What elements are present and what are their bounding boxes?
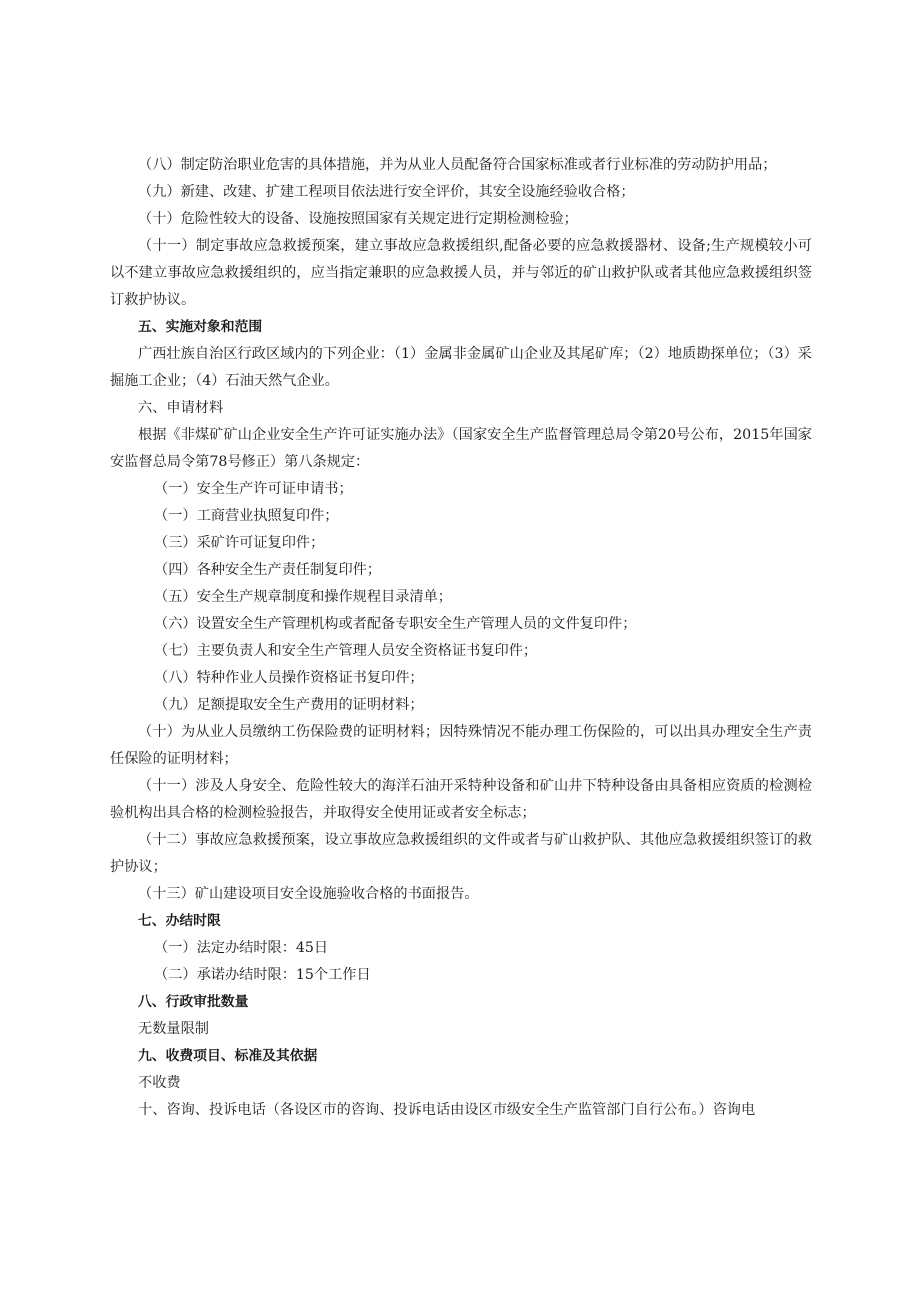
list-item: （九）足额提取安全生产费用的证明材料； [154, 697, 424, 713]
section-heading: 八、行政审批数量 [138, 994, 249, 1010]
section-heading: 六、申请材料 [138, 400, 224, 416]
list-item: （十三）矿山建设项目安全设施验收合格的书面报告。 [138, 886, 479, 902]
section-heading: 七、办结时限 [138, 913, 221, 929]
list-item: （八）特种作业人员操作资格证书复印件； [154, 670, 424, 686]
section-heading: 十、咨询、投诉电话（各设区市的咨询、投诉电话由设区市级安全生产监管部门自行公布。）咨询电 [138, 1102, 756, 1118]
paragraph: 不收费 [138, 1075, 181, 1091]
list-item: （十）为从业人员缴纳工伤保险费的证明材料；因特殊情况不能办理工伤保险的，可以出具办理安全生产责任保险的证明材料； [110, 724, 812, 767]
section-heading: 九、收费项目、标准及其依据 [138, 1048, 318, 1064]
paragraph: 广西壮族自治区行政区域内的下列企业：（1）金属非金属矿山企业及其尾矿库；（2）地质勘探单位；（3）采掘施工企业；（4）石油天然气企业。 [110, 346, 812, 389]
document-body [110, 152, 812, 1124]
list-item: （一）工商营业执照复印件； [154, 508, 339, 524]
paragraph: 无数量限制 [138, 1021, 209, 1037]
list-item: （十二）事故应急救援预案，设立事故应急救援组织的文件或者与矿山救护队、其他应急救援组织签订的救护协议； [110, 832, 812, 875]
list-item: （五）安全生产规章制度和操作规程目录清单； [154, 589, 452, 605]
list-item: （四）各种安全生产责任制复印件； [154, 562, 382, 578]
list-item: （一）安全生产许可证申请书； [154, 481, 353, 497]
section-heading: 五、实施对象和范围 [138, 319, 263, 335]
paragraph: 根据《非煤矿矿山企业安全生产许可证实施办法》（国家安全生产监督管理总局令第20号公布，2015年国家安监督总局令第78号修正）第八条规定： [110, 427, 812, 470]
list-item: （一）法定办结时限：45日 [154, 940, 329, 956]
list-item: （三）采矿许可证复印件； [154, 535, 325, 551]
paragraph: （十一）制定事故应急救援预案，建立事故应急救援组织,配备必要的应急救援器材、设备;生产规模较小可以不建立事故应急救援组织的，应当指定兼职的应急救援人员，并与邻近的矿山救护队或者其他应急救援组织签订救护协议。 [110, 238, 812, 308]
list-item: （十一）涉及人身安全、危险性较大的海洋石油开采特种设备和矿山井下特种设备由具备相应资质的检测检验机构出具合格的检测检验报告，并取得安全使用证或者安全标志； [110, 778, 812, 821]
paragraph: （八）制定防治职业危害的具体措施，并为从业人员配备符合国家标准或者行业标准的劳动防护用品； [138, 157, 777, 173]
list-item: （二）承诺办结时限：15个工作日 [154, 967, 371, 983]
list-item: （六）设置安全生产管理机构或者配备专职安全生产管理人员的文件复印件； [154, 616, 637, 632]
paragraph: （九）新建、改建、扩建工程项目依法进行安全评价，其安全设施经验收合格； [138, 184, 635, 200]
list-item: （七）主要负责人和安全生产管理人员安全资格证书复印件； [154, 643, 538, 659]
paragraph: （十）危险性较大的设备、设施按照国家有关规定进行定期检测检验； [138, 211, 578, 227]
